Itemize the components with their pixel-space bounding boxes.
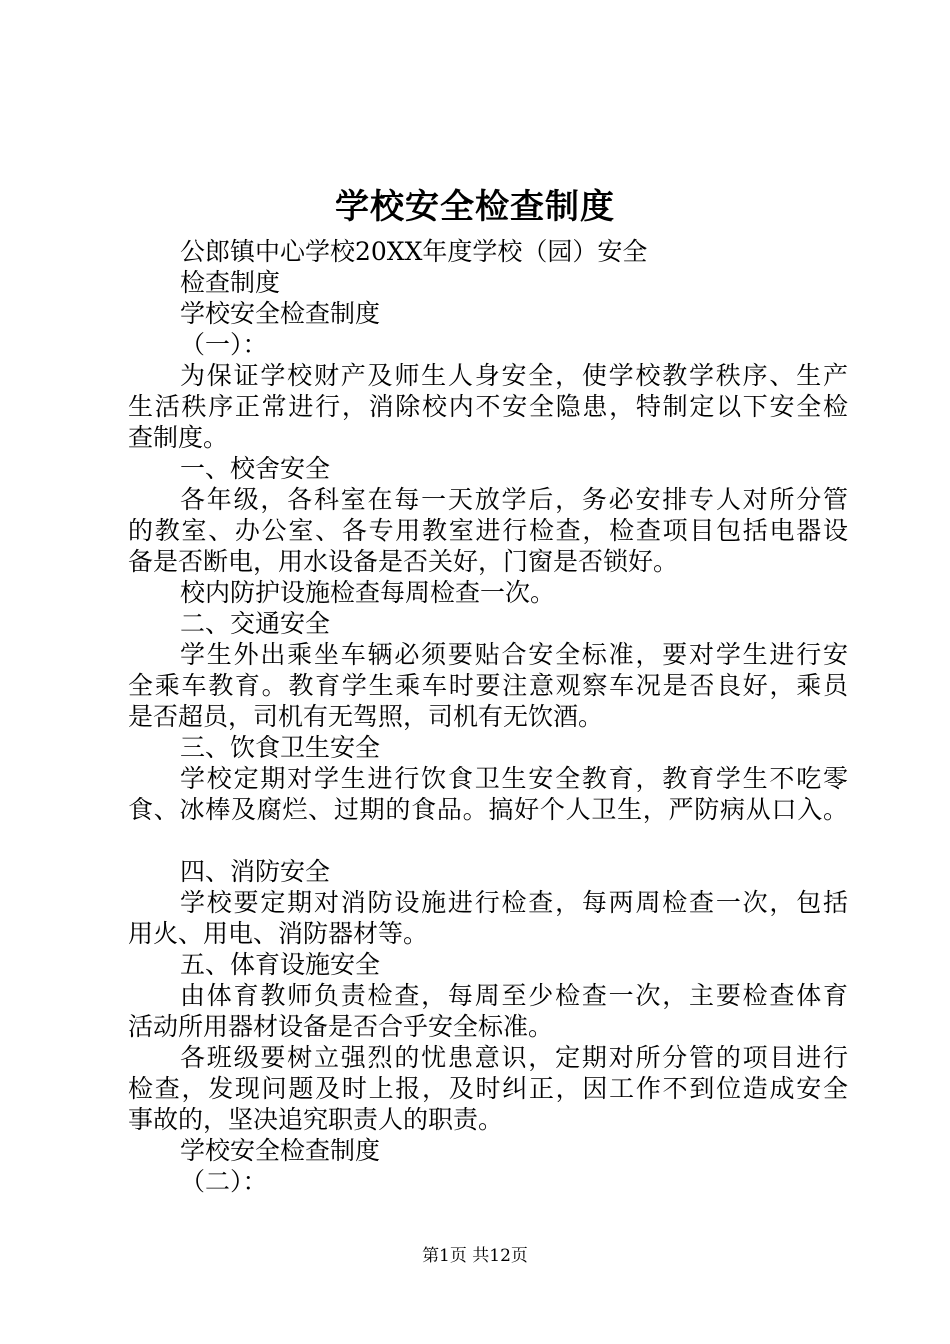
- body-line: 是否超员，司机有无驾照，司机有无饮酒。: [128, 702, 604, 731]
- body-line: 由体育教师负责检查，每周至少检查一次，主要检查体育: [180, 981, 848, 1010]
- body-line: 校内防护设施检查每周检查一次。: [180, 578, 556, 607]
- document-body: [128, 236, 848, 1197]
- body-line: 各年级，各科室在每一天放学后，务必安排专人对所分管: [180, 485, 848, 514]
- body-line: 的教室、办公室、各专用教室进行检查，检查项目包括电器设: [128, 516, 848, 545]
- body-line: 为保证学校财产及师生人身安全，使学校教学秩序、生产: [180, 361, 848, 390]
- body-line: 全乘车教育。教育学生乘车时要注意观察车况是否良好，乘员: [128, 671, 848, 700]
- document-title: 学校安全检查制度: [335, 187, 615, 227]
- body-line: 检查，发现问题及时上报，及时纠正，因工作不到位造成安全: [128, 1074, 848, 1103]
- body-line: 学校安全检查制度: [180, 299, 381, 328]
- body-line: 事故的，坚决追究职责人的职责。: [128, 1105, 504, 1134]
- blank-line: [128, 825, 848, 856]
- body-line: 食、冰棒及腐烂、过期的食品。搞好个人卫生，严防病从口入。: [128, 795, 848, 824]
- body-line: 学生外出乘坐车辆必须要贴合安全标准，要对学生进行安: [180, 640, 848, 669]
- body-line: 活动所用器材设备是否合乎安全标准。: [128, 1012, 554, 1041]
- body-line: 学校要定期对消防设施进行检查，每两周检查一次，包括: [180, 888, 848, 917]
- body-line: 三、饮食卫生安全: [180, 733, 381, 762]
- body-line: 备是否断电，用水设备是否关好，门窗是否锁好。: [128, 547, 679, 576]
- body-line: 各班级要树立强烈的忧患意识，定期对所分管的项目进行: [180, 1043, 848, 1072]
- body-line: 一、校舍安全: [180, 454, 331, 483]
- body-line: 四、消防安全: [180, 857, 331, 886]
- page-footer: 第1页 共12页: [422, 1246, 528, 1266]
- body-line: 用火、用电、消防器材等。: [128, 919, 429, 948]
- body-line: 学校定期对学生进行饮食卫生安全教育，教育学生不吃零: [180, 764, 848, 793]
- body-line: 生活秩序正常进行，消除校内不安全隐患，特制定以下安全检: [128, 392, 848, 421]
- body-line: 检查制度: [180, 268, 281, 297]
- body-line: 二、交通安全: [180, 609, 331, 638]
- body-line: （二）：: [180, 1167, 268, 1196]
- body-line: （一）：: [180, 330, 268, 359]
- body-line: 公郎镇中心学校20XX年度学校（园）安全: [180, 237, 648, 266]
- body-line: 学校安全检查制度: [180, 1136, 381, 1165]
- body-line: 五、体育设施安全: [180, 950, 381, 979]
- body-line: 查制度。: [128, 423, 229, 452]
